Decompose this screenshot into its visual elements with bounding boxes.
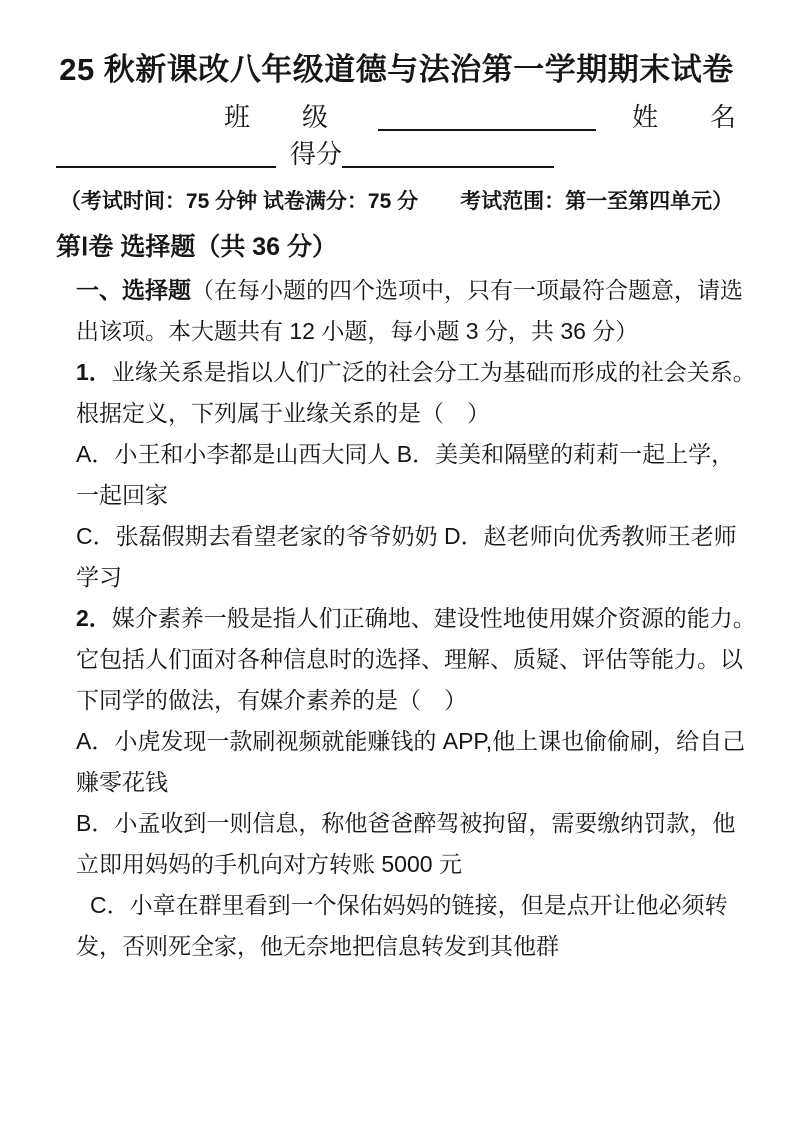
class-field-blank	[378, 99, 596, 131]
exam-text-line	[76, 516, 745, 557]
question-text: 下同学的做法，有媒介素养的是（ ）	[76, 687, 467, 713]
question-text: 学习	[76, 564, 122, 590]
section-heading: 第Ⅰ卷 选择题（共 36 分）	[56, 233, 338, 261]
exam-text-line	[76, 680, 745, 721]
score-field-blank	[342, 136, 554, 168]
question-text: 它包括人们面对各种信息时的选择、理解、质疑、评估等能力。以	[76, 646, 743, 672]
exam-text-line	[76, 639, 745, 680]
question-number: 1．	[76, 359, 112, 385]
student-info-form	[0, 97, 793, 171]
exam-text-line	[76, 721, 745, 762]
class-label: 班 级	[224, 102, 329, 132]
exam-text-line	[76, 844, 745, 885]
question-text: 立即用妈妈的手机向对方转账 5000 元	[76, 851, 462, 877]
question-text: 赚零花钱	[76, 769, 168, 795]
question-text: 根据定义，下列属于业缘关系的是（ ）	[76, 400, 490, 426]
exam-text-line	[76, 270, 745, 311]
score-label: 得分	[290, 139, 343, 169]
exam-info: （考试时间：75 分钟 试卷满分：75 分 考试范围：第一至第四单元）	[59, 190, 734, 213]
question-text: 出该项。本大题共有 12 小题，每小题 3 分，共 36 分）	[76, 318, 639, 344]
question-text: C．张磊假期去看望老家的爷爷奶奶 D．赵老师向优秀教师王老师	[76, 523, 737, 549]
question-text: A．小虎发现一款刷视频就能赚钱的 APP,他上课也偷偷刷，给自己	[76, 728, 746, 754]
question-text: C．小章在群里看到一个保佑妈妈的链接，但是点开让他必须转	[90, 892, 728, 918]
question-text: 一起回家	[76, 482, 168, 508]
exam-text-line	[76, 393, 745, 434]
exam-text-line	[76, 557, 745, 598]
question-text: A．小王和小李都是山西大同人 B．美美和隔壁的莉莉一起上学，	[76, 441, 735, 467]
exam-text-line	[76, 352, 756, 393]
name-field-blank	[56, 136, 276, 168]
exam-title: 25 秋新课改八年级道德与法治第一学期期末试卷	[59, 52, 734, 87]
question-text: （在每小题的四个选项中，只有一项最符合题意，请选	[191, 277, 743, 303]
question-text: 发，否则死全家，他无奈地把信息转发到其他群	[76, 933, 559, 959]
question-text: 媒介素养一般是指人们正确地、建设性地使用媒介资源的能力。	[111, 605, 756, 631]
question-number: 一、选择题	[76, 277, 191, 303]
question-section	[76, 270, 756, 967]
exam-text-line	[76, 311, 745, 352]
exam-text-line	[76, 598, 756, 639]
exam-text-line	[76, 803, 745, 844]
exam-text-line	[76, 762, 745, 803]
question-text: B．小孟收到一则信息，称他爸爸醉驾被拘留，需要缴纳罚款，他	[76, 810, 736, 836]
exam-text-line	[76, 434, 745, 475]
exam-text-line	[76, 926, 745, 967]
exam-text-line	[76, 475, 745, 516]
class-name-row	[224, 97, 737, 134]
question-number: 2．	[76, 605, 112, 631]
question-text: 业缘关系是指以人们广泛的社会分工为基础而形成的社会关系。	[111, 359, 756, 385]
name-label: 姓 名	[632, 102, 737, 132]
score-row	[56, 134, 737, 171]
exam-text-line	[76, 885, 745, 926]
